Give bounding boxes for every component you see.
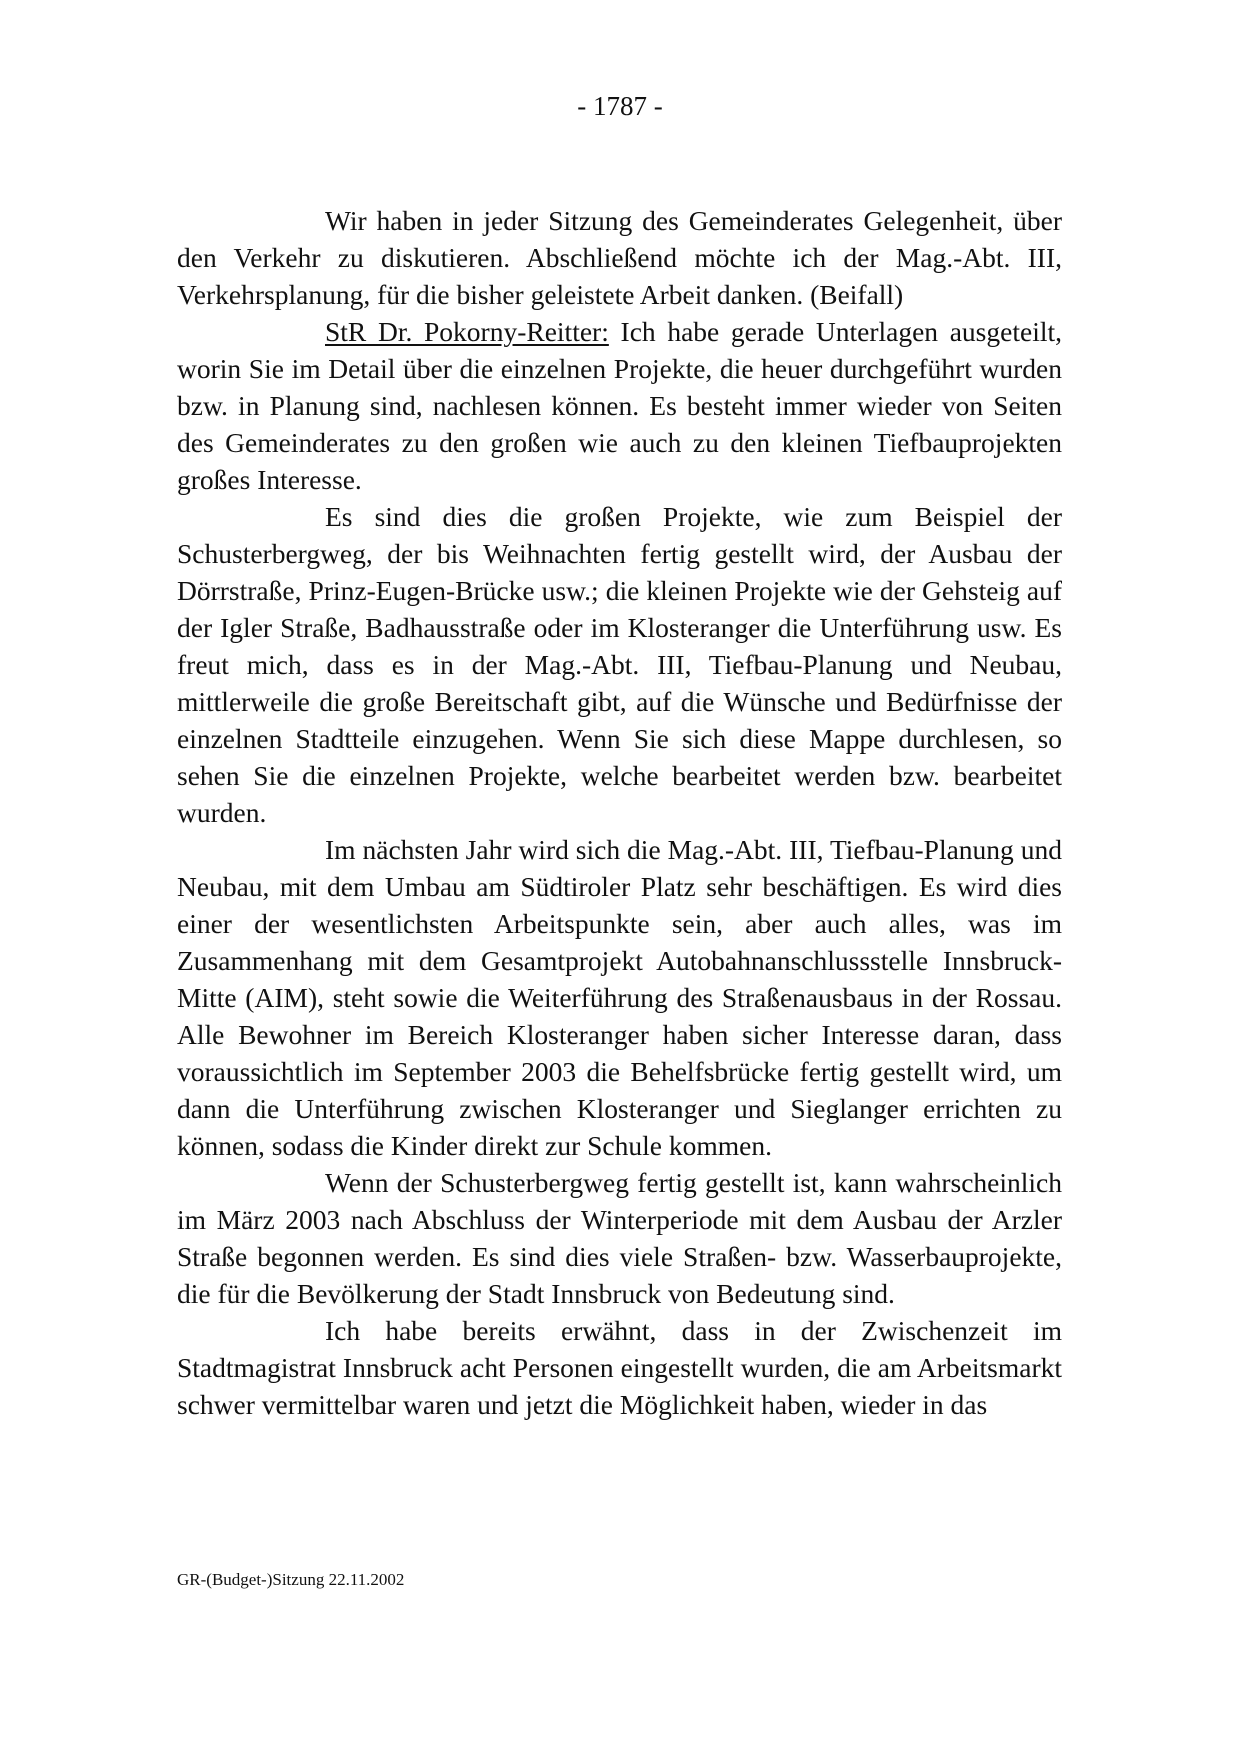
paragraph-text: Wenn der Schusterbergweg fertig gestellt ist, kann wahrscheinlich im März 2003 nach Abschluss der Winterperiode mit dem Ausbau der Arzler Straße begonnen werden. Es sind dies viele Straßen- bzw. Wasserbauprojekte, die für die Bevölkerung der Stadt Innsbruck von Bedeutung sind.	[177, 1167, 1062, 1309]
page-number: - 1787 -	[577, 91, 663, 121]
paragraph-text: Wir haben in jeder Sitzung des Gemeinderates Gelegenheit, über den Verkehr zu diskutieren. Abschließend möchte ich der Mag.-Abt. III, Verkehrsplanung, für die bisher geleistete Arbeit danken. (Beifall)	[177, 205, 1062, 310]
speaker-label: StR Dr. Pokorny-Reitter:	[325, 316, 609, 347]
paragraph	[177, 202, 1062, 313]
footer-session-date: GR-(Budget-)Sitzung 22.11.2002	[177, 1570, 405, 1589]
paragraph-text: Ich habe gerade Unterlagen ausgeteilt, worin Sie im Detail über die einzelnen Projekte, die heuer durchgeführt wurden bzw. in Planung sind, nachlesen können. Es besteht immer wieder von Seiten des Gemeinderates zu den großen wie auch zu den kleinen Tiefbauprojekten großes Interesse.	[177, 316, 1062, 495]
paragraph-text: Im nächsten Jahr wird sich die Mag.-Abt. III, Tiefbau-Planung und Neubau, mit dem Umbau am Südtiroler Platz sehr beschäftigen. Es wird dies einer der wesentlichsten Arbeitspunkte sein, aber auch alles, was im Zusammenhang mit dem Gesamtprojekt Autobahnanschlussstelle Innsbruck-Mitte (AIM), steht sowie die Weiterführung des Straßenausbaus in der Rossau. Alle Bewohner im Bereich Klosteranger haben sicher Interesse daran, dass voraussichtlich im September 2003 die Behelfsbrücke fertig gestellt wird, um dann die Unterführung zwischen Klosteranger und Sieglanger errichten zu können, sodass die Kinder direkt zur Schule kommen.	[177, 834, 1062, 1161]
paragraph-text: Ich habe bereits erwähnt, dass in der Zwischenzeit im Stadtmagistrat Innsbruck acht Personen eingestellt wurden, die am Arbeitsmarkt schwer vermittelbar waren und jetzt die Möglichkeit haben, wieder in das	[177, 1315, 1062, 1420]
paragraph	[177, 313, 1062, 498]
paragraph	[177, 1164, 1062, 1312]
paragraph	[177, 498, 1062, 831]
document-body	[177, 202, 1062, 1502]
paragraph	[177, 831, 1062, 1164]
paragraph	[177, 1312, 1062, 1423]
paragraph-text: Es sind dies die großen Projekte, wie zum Beispiel der Schusterbergweg, der bis Weihnachten fertig gestellt wird, der Ausbau der Dörrstraße, Prinz-Eugen-Brücke usw.; die kleinen Projekte wie der Gehsteig auf der Igler Straße, Badhausstraße oder im Klosteranger die Unterführung usw. Es freut mich, dass es in der Mag.-Abt. III, Tiefbau-Planung und Neubau, mittlerweile die große Bereitschaft gibt, auf die Wünsche und Bedürfnisse der einzelnen Stadtteile einzugehen. Wenn Sie sich diese Mappe durchlesen, so sehen Sie die einzelnen Projekte, welche bearbeitet werden bzw. bearbeitet wurden.	[177, 501, 1062, 828]
